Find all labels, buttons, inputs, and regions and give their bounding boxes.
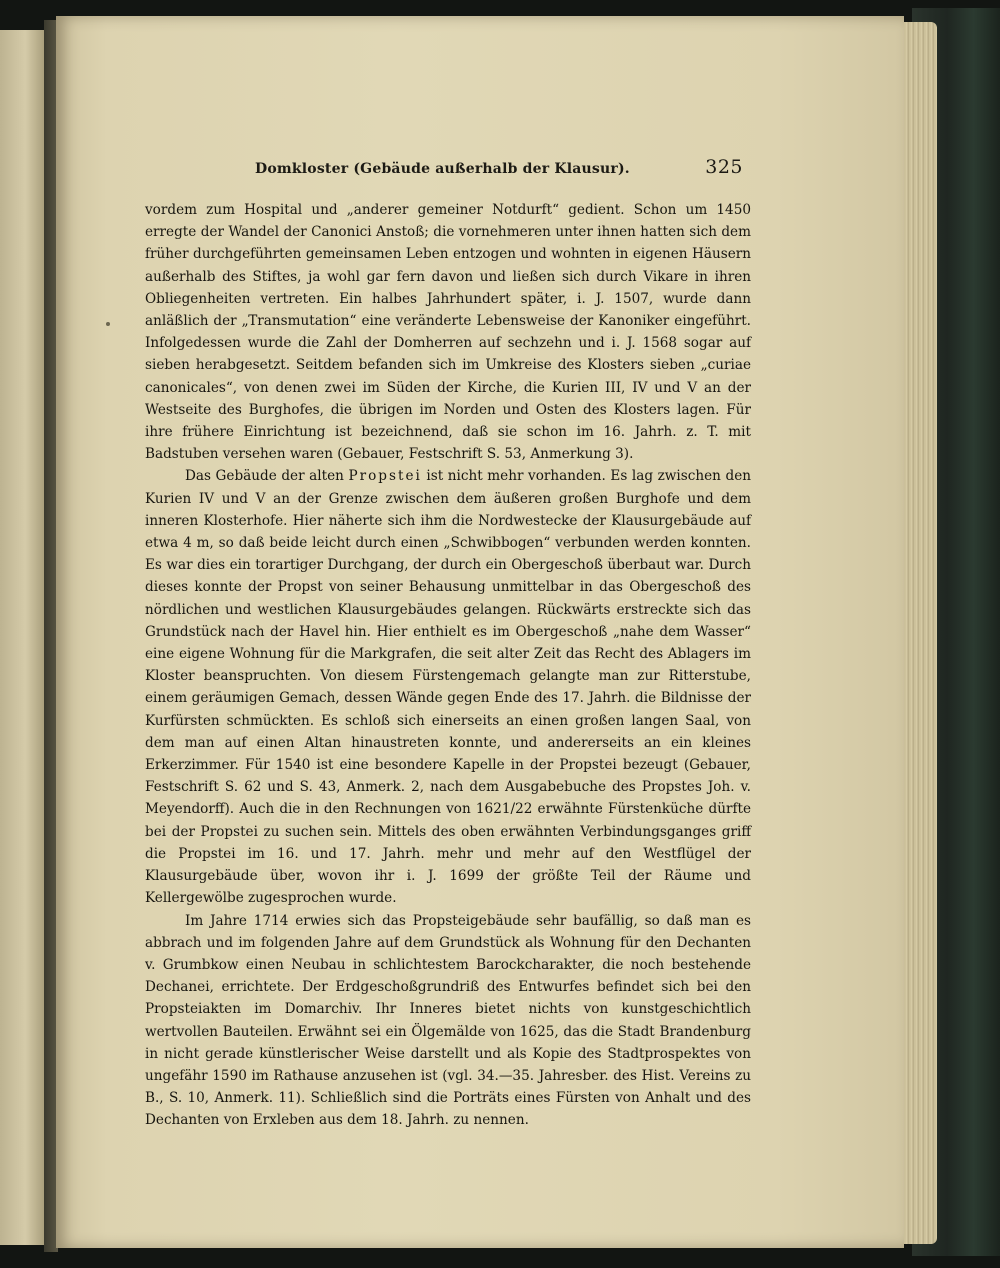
- left-page-edge: [0, 30, 46, 1245]
- paragraph-3: Im Jahre 1714 erwies sich das Propsteigebäude sehr baufällig, so daß man es abbrach und im folgenden Jahre auf dem Grundstück als Wohnung für den Dechanten v. Grumbkow einen Neubau in schlichtestem Barockcharakter, die noch bestehende Dechanei, errichtete. Der Erdgeschoßgrundriß des Entwurfes befindet sich bei den Propsteiakten im Domarchiv. Ihr Inneres bietet nichts von kunstgeschichtlich wertvollen Bauteilen. Erwähnt sei ein Ölgemälde von 1625, das die Stadt Brandenburg in nicht gerade künstlerischer Weise darstellt und als Kopie des Stadtprospektes von ungefähr 1590 im Rathause anzusehen ist (vgl. 34.—35. Jahresber. des Hist. Vereins zu B., S. 10, Anmerk. 11). Schließlich sind die Porträts eines Fürsten von Anhalt und des Dechanten von Erxleben aus dem 18. Jahrh. zu nennen.: [145, 912, 751, 1129]
- page-header: [229, 158, 745, 184]
- propstei-emphasis: Propstei: [348, 468, 422, 485]
- paragraph-1: vordem zum Hospital und „anderer gemeiner Notdurft“ gedient. Schon um 1450 erregte der Wandel der Canonici Anstoß; die vornehmeren unter ihnen hatten sich dem früher durchgeführten gemeinsamen Leben entzogen und wohnten in eigenen Häusern außerhalb des Stiftes, ja wohl gar fern davon und ließen sich durch Vikare in ihren Obliegenheiten vertreten. Ein halbes Jahrhundert später, i. J. 1507, wurde dann anläßlich der „Transmutation“ eine veränderte Lebensweise der Kanoniker eingeführt. Infolgedessen wurde die Zahl der Domherren auf sechzehn und i. J. 1568 sogar auf sieben herabgesetzt. Seitdem befanden sich im Umkreise des Klosters sieben „curiae canonicales“, von denen zwei im Süden der Kirche, die Kurien III, IV und V an der Westseite des Burghofes, die übrigen im Norden und Osten des Klosters lagen. Für ihre frühere Einrichtung ist bezeichnend, daß sie schon im 16. Jahrh. z. T. mit Badstuben versehen waren (Gebauer, Festschrift S. 53, Anmerkung 3).: [145, 202, 751, 463]
- running-head: Domkloster (Gebäude außerhalb der Klausur).: [255, 161, 630, 177]
- margin-mark: [106, 322, 110, 326]
- paragraph-2: [145, 465, 751, 909]
- paragraph-2-before: Das Gebäude der alten: [185, 468, 349, 485]
- body-text: [145, 199, 751, 1132]
- page-number: 325: [705, 156, 743, 178]
- paragraph-2-after: ist nicht mehr vorhanden. Es lag zwischen den Kurien IV und V an der Grenze zwischen dem äußeren großen Burghofe und dem inneren Klosterhofe. Hier näherte sich ihm die Nordwestecke der Klausurgebäude auf etwa 4 m, so daß beide leicht durch einen „Schwibbogen“ verbunden werden konnten. Es war dies ein torartiger Durchgang, der durch ein Obergeschoß überbaut war. Durch dieses konnte der Propst von seiner Behausung unmittelbar in das Obergeschoß des nördlichen und westlichen Klausurgebäudes gelangen. Rückwärts erstreckte sich das Grundstück nach der Havel hin. Hier enthielt es im Obergeschoß „nahe dem Wasser“ eine eigene Wohnung für die Markgrafen, die seit alter Zeit das Recht des Ablagers im Kloster beanspruchten. Von diesem Fürstengemach gelangte man zur Ritterstube, einem geräumigen Gemach, dessen Wände gegen Ende des 17. Jahrh. die Bildnisse der Kurfürsten schmückten. Es schloß sich einerseits an einen großen langen Saal, von dem man auf einen Altan hinaustreten konnte, und andererseits an ein kleines Erkerzimmer. Für 1540 ist eine besondere Kapelle in der Propstei bezeugt (Gebauer, Festschrift S. 62 und S. 43, Anmerk. 2, nach dem Ausgabebuche des Propstes Joh. v. Meyendorff). Auch die in den Rechnungen von 1621/22 erwähnte Fürstenküche dürfte bei der Propstei zu suchen sein. Mittels des oben erwähnten Verbindungsganges griff die Propstei im 16. und 17. Jahrh. mehr und mehr auf den Westflügel der Klausurgebäude über, wovon ihr i. J. 1699 der größte Teil der Räume und Kellergewölbe zugesprochen wurde.: [145, 468, 752, 907]
